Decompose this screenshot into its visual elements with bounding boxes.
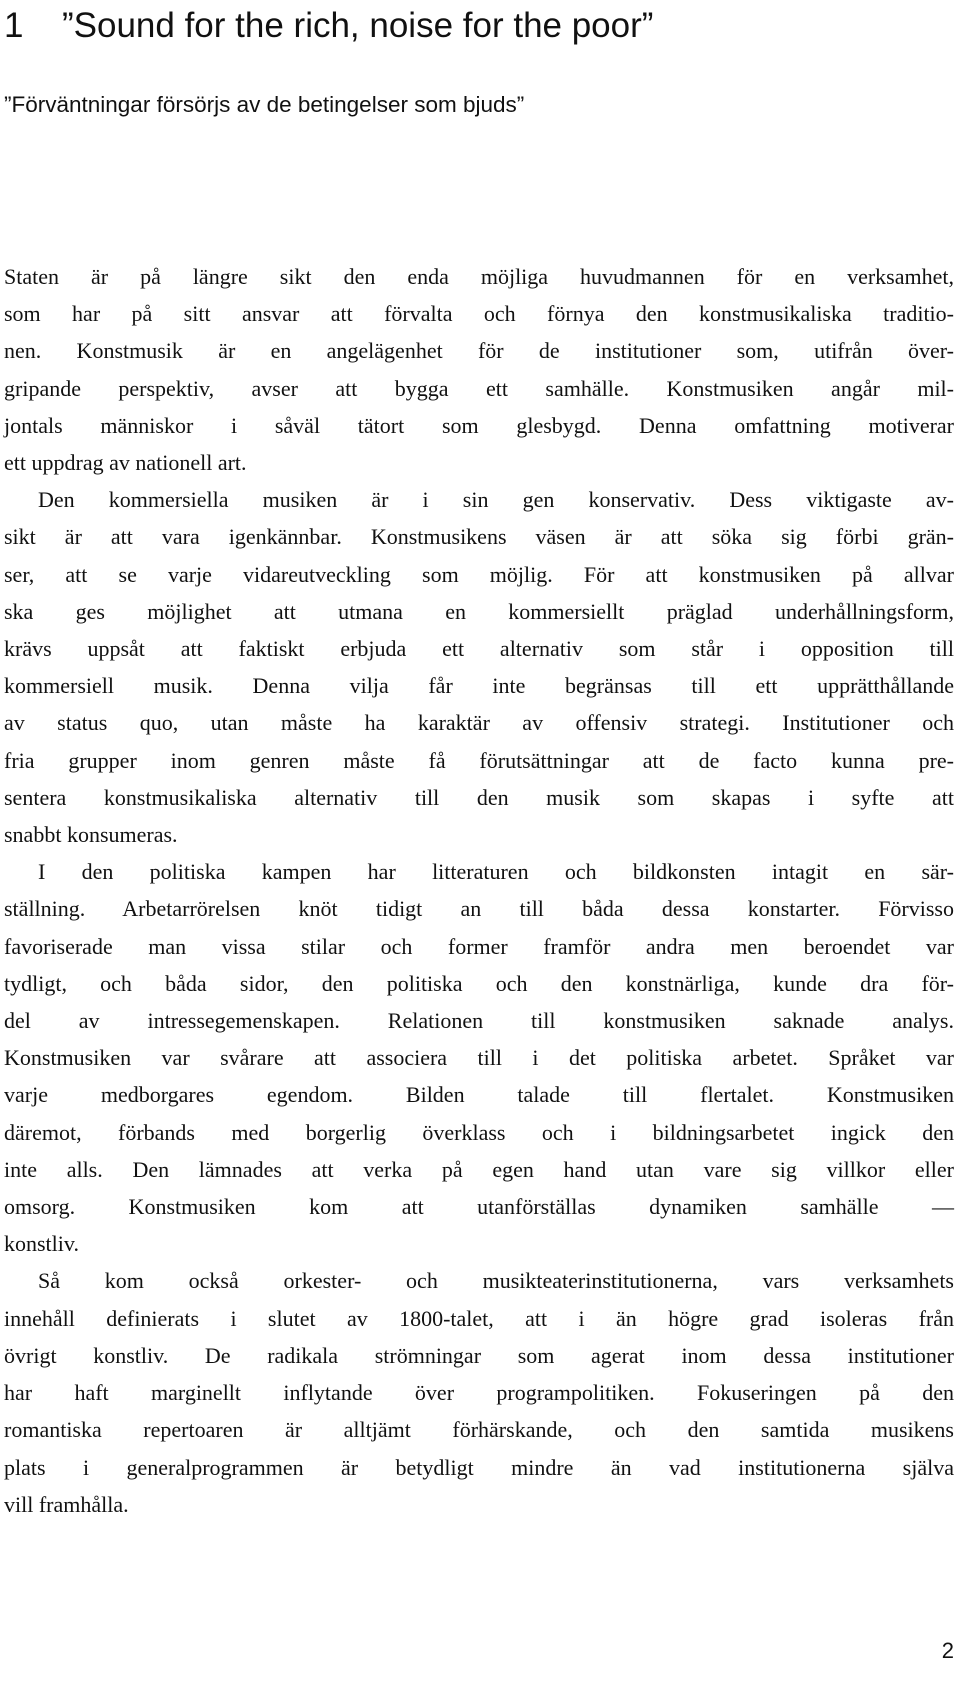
text-line: jontals människor i såväl tätort som glesbygd. Denna omfattning motiverar (4, 412, 954, 438)
body-text (4, 258, 954, 1523)
text-line: ska ges möjlighet att utmana en kommersiellt präglad underhållningsform, (4, 598, 954, 624)
paragraph (4, 481, 954, 853)
text-line: favoriserade man vissa stilar och former framför andra men beroendet var (4, 933, 954, 959)
text-line: plats i generalprogrammen är betydligt mindre än vad institutionerna själva (4, 1454, 954, 1480)
text-line: vill framhålla. (4, 1491, 129, 1517)
text-line: sikt är att vara igenkännbar. Konstmusikens väsen är att söka sig förbi grän- (4, 524, 954, 550)
text-line: inte alls. Den lämnades att verka på egen hand utan vare sig villkor eller (4, 1156, 954, 1182)
page-number: 2 (941, 1638, 954, 1663)
paragraph (4, 258, 954, 481)
text-line: däremot, förbands med borgerlig överklass och i bildningsarbetet ingick den (4, 1119, 954, 1145)
text-line: Den kommersiella musiken är i sin gen konservativ. Dess viktigaste av- (38, 487, 954, 513)
text-line: konstliv. (4, 1231, 79, 1257)
text-line: ser, att se varje vidareutveckling som möjlig. För att konstmusiken på allvar (4, 561, 954, 587)
text-line: Så kom också orkester- och musikteaterinstitutionerna, vars verksamhets (38, 1268, 954, 1294)
text-line: I den politiska kampen har litteraturen och bildkonsten intagit en sär- (38, 859, 954, 885)
chapter-number: 1 (4, 6, 24, 45)
text-line: tydligt, och båda sidor, den politiska och den konstnärliga, kunde dra för- (4, 970, 954, 996)
epigraph: ”Förväntningar försörjs av de betingelser som bjuds” (4, 92, 525, 117)
paragraph (4, 853, 954, 1262)
text-line: omsorg. Konstmusiken kom att utanförställas dynamiken samhälle — (4, 1194, 954, 1220)
text-line: krävs uppsåt att faktiskt erbjuda ett alternativ som står i opposition till (4, 636, 954, 662)
text-line: Staten är på längre sikt den enda möjliga huvudmannen för en verksamhet, (4, 264, 954, 289)
text-line: ställning. Arbetarrörelsen knöt tidigt an till båda dessa konstarter. Förvisso (4, 896, 954, 922)
text-line: del av intressegemenskapen. Relationen till konstmusiken saknade analys. (4, 1008, 954, 1034)
text-line: fria grupper inom genren måste få förutsättningar att de facto kunna pre- (4, 747, 954, 773)
text-line: sentera konstmusikaliska alternativ till den musik som skapas i syfte att (4, 784, 954, 810)
text-line: nen. Konstmusik är en angelägenhet för de institutioner som, utifrån över- (4, 338, 954, 364)
paragraph (4, 1262, 954, 1522)
text-line: snabbt konsumeras. (4, 822, 178, 848)
text-line: som har på sitt ansvar att förvalta och förnya den konstmusikaliska traditio- (4, 301, 954, 327)
text-line: romantiska repertoaren är alltjämt förhärskande, och den samtida musikens (4, 1417, 954, 1443)
text-line: ett uppdrag av nationell art. (4, 450, 247, 476)
text-line: av status quo, utan måste ha karaktär av offensiv strategi. Institutioner och (4, 710, 954, 736)
chapter-title: ”Sound for the rich, noise for the poor” (62, 6, 654, 45)
text-line: innehåll definierats i slutet av 1800-talet, att i än högre grad isoleras från (4, 1305, 954, 1331)
text-line: varje medborgares egendom. Bilden talade till flertalet. Konstmusiken (4, 1082, 954, 1108)
text-line: Konstmusiken var svårare att associera till i det politiska arbetet. Språket var (4, 1045, 954, 1071)
text-line: har haft marginellt inflytande över programpolitiken. Fokuseringen på den (4, 1380, 954, 1406)
text-line: kommersiell musik. Denna vilja får inte begränsas till ett upprätthållande (4, 673, 954, 699)
text-line: gripande perspektiv, avser att bygga ett samhälle. Konstmusiken angår mil- (4, 375, 954, 401)
chapter-heading (4, 6, 653, 46)
text-line: övrigt konstliv. De radikala strömningar som agerat inom dessa institutioner (4, 1342, 954, 1368)
